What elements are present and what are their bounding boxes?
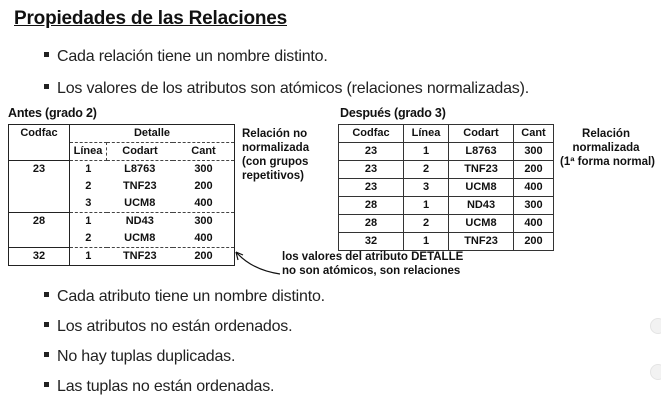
bullet-item	[44, 348, 235, 366]
bullet-icon	[44, 352, 49, 357]
cell-codfac	[9, 230, 70, 248]
cell-cant: 300	[173, 213, 235, 231]
cell-cant: 200	[173, 248, 235, 266]
cell-linea: 1	[70, 248, 107, 266]
cell-codfac: 23	[339, 143, 404, 161]
header-codart: Codart	[107, 143, 174, 161]
cell-cant: 300	[514, 143, 554, 161]
cell-codfac: 23	[9, 161, 70, 179]
header-codfac: Codfac	[9, 125, 70, 161]
table-row	[9, 195, 235, 213]
bullet-icon	[44, 84, 49, 89]
cell-codart: TNF23	[107, 248, 174, 266]
cell-linea: 1	[404, 143, 449, 161]
header-codart: Codart	[449, 125, 514, 143]
cell-codart: UCM8	[107, 230, 174, 248]
header-linea: Línea	[70, 143, 107, 161]
note-line: Relación	[582, 128, 630, 140]
note-line: los valores del atributo DETALLE	[282, 251, 464, 263]
bullet-text: Los valores de los atributos son atómicos (relaciones normalizadas).	[57, 80, 529, 97]
cell-codfac: 28	[9, 213, 70, 231]
table-row	[9, 161, 235, 179]
bullet-icon	[44, 382, 49, 387]
table-row	[339, 197, 554, 215]
arrow-note	[282, 250, 463, 278]
cell-linea: 2	[404, 215, 449, 233]
note-line: no son atómicos, son relaciones	[282, 265, 461, 277]
table-header-row	[339, 125, 554, 143]
table-row	[339, 215, 554, 233]
note-line: repetitivos)	[242, 170, 304, 182]
cell-linea: 1	[70, 213, 107, 231]
decoration-circle	[650, 318, 661, 334]
cell-cant: 300	[173, 161, 235, 179]
cell-cant: 200	[173, 178, 235, 195]
cell-linea: 3	[404, 179, 449, 197]
header-detalle: Detalle	[133, 127, 171, 139]
bullet-item	[44, 378, 274, 396]
cell-cant: 300	[514, 197, 554, 215]
header-cant: Cant	[173, 143, 235, 161]
bullet-item	[44, 48, 328, 66]
cell-linea: 2	[404, 161, 449, 179]
bullet-text: Cada relación tiene un nombre distinto.	[57, 48, 328, 65]
bullet-icon	[44, 52, 49, 57]
cell-codfac: 32	[9, 248, 70, 266]
cell-codfac: 28	[339, 197, 404, 215]
header-codfac: Codfac	[339, 125, 404, 143]
cell-codart: TNF23	[122, 180, 157, 192]
header-linea: Línea	[404, 125, 449, 143]
cell-linea: 2	[70, 178, 107, 195]
cell-linea: 1	[404, 197, 449, 215]
cell-codfac	[9, 195, 70, 213]
table-after	[338, 124, 554, 251]
page-title: Propiedades de las Relaciones	[14, 8, 287, 29]
cell-codart: UCM8	[449, 215, 514, 233]
table-row	[339, 161, 554, 179]
cell-codart: L8763	[107, 161, 174, 179]
cell-codart: L8763	[449, 143, 514, 161]
cell-codfac: 28	[339, 215, 404, 233]
cell-codart: ND43	[107, 213, 174, 231]
table-row	[339, 179, 554, 197]
bullet-item	[44, 318, 292, 336]
table-row	[9, 248, 235, 266]
cell-codart: TNF23	[449, 161, 514, 179]
bullet-text: No hay tuplas duplicadas.	[57, 348, 236, 365]
cell-linea: 2	[70, 230, 107, 248]
note-line: normalizada	[572, 142, 640, 154]
table-row	[9, 213, 235, 231]
cell-codfac: 32	[339, 233, 404, 251]
cell-codfac: 23	[339, 179, 404, 197]
after-side-note	[560, 127, 655, 169]
header-cant: Cant	[514, 125, 554, 143]
cell-linea: 3	[70, 195, 107, 213]
note-line: (1ª forma normal)	[560, 156, 655, 168]
bullet-icon	[44, 292, 49, 297]
bullet-item	[44, 288, 325, 306]
table-row	[339, 143, 554, 161]
before-caption: Antes (grado 2)	[8, 106, 97, 120]
note-line: (con grupos	[242, 156, 309, 168]
cell-codfac: 23	[339, 161, 404, 179]
cell-cant: 400	[514, 215, 554, 233]
cell-cant: 400	[514, 179, 554, 197]
cell-cant: 200	[514, 161, 554, 179]
bullet-text: Los atributos no están ordenados.	[57, 318, 293, 335]
cell-cant: 200	[514, 233, 554, 251]
cell-linea: 1	[70, 161, 107, 179]
arrow-icon	[222, 240, 286, 280]
bullet-text: Las tuplas no están ordenadas.	[57, 378, 275, 395]
bullet-item	[44, 80, 529, 98]
cell-codart: ND43	[449, 197, 514, 215]
cell-cant: 400	[173, 195, 235, 213]
note-line: Relación no	[242, 128, 308, 140]
after-caption: Después (grado 3)	[340, 106, 446, 120]
before-side-note	[242, 127, 309, 183]
note-line: normalizada	[242, 142, 310, 154]
bullet-icon	[44, 322, 49, 327]
cell-codart: UCM8	[449, 179, 514, 197]
table-header-row	[9, 125, 235, 143]
cell-cant: 400	[173, 230, 235, 248]
table-row	[339, 233, 554, 251]
table-row	[9, 178, 235, 195]
bullet-text: Cada atributo tiene un nombre distinto.	[57, 288, 325, 305]
table-before	[8, 124, 235, 266]
cell-linea: 1	[404, 233, 449, 251]
decoration-circle	[650, 364, 661, 380]
table-row	[9, 230, 235, 248]
cell-codfac	[9, 178, 70, 195]
cell-codart: TNF23	[449, 233, 514, 251]
cell-codart: UCM8	[107, 195, 174, 213]
